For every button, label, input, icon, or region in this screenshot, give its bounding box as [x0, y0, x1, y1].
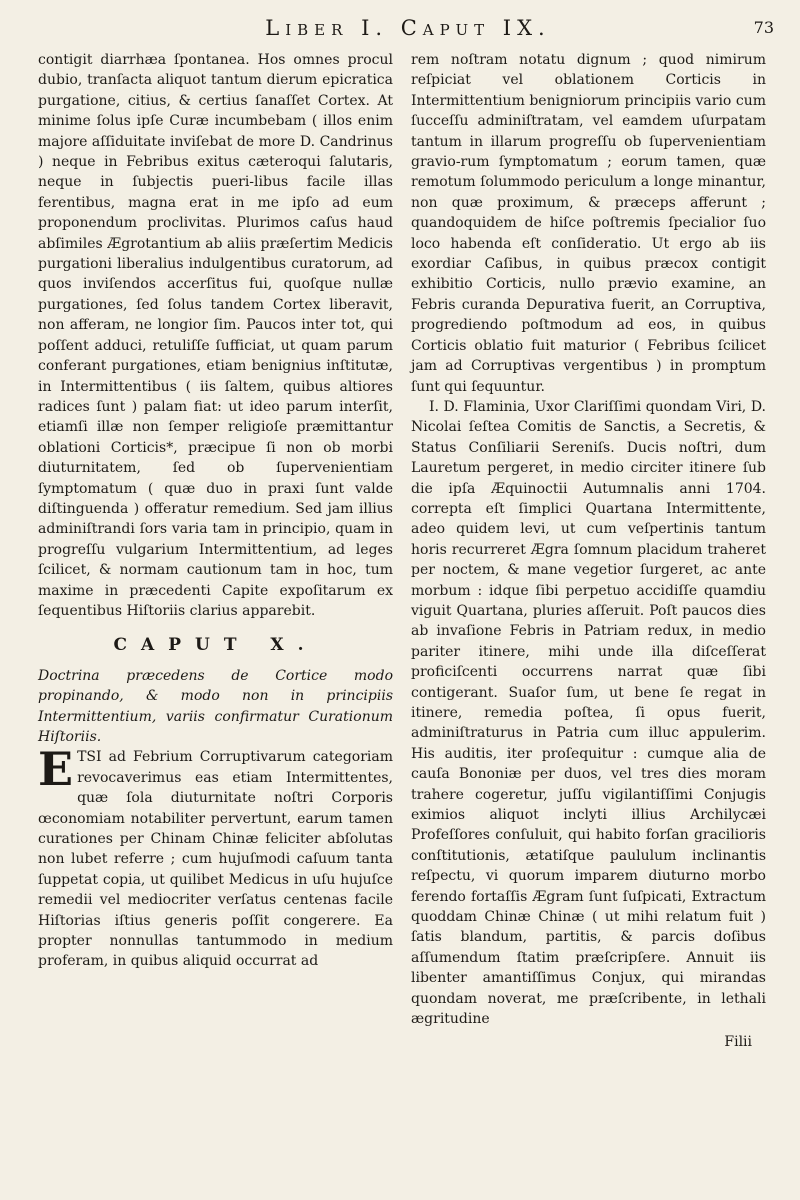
- right-paragraph-1: rem noſtram notatu dignum ; quod nimirum reſpiciat vel oblationem Corticis in Intermittentium benigniorum principiis vario cum ſucceſſu adminiſtratam, vel eamdem uſurpatam tantum in illarum progreſſu ob ſupervenientiam gravio-rum ſymptomatum ; eorum tamen, quæ remotum ſolummodo periculum a longe minantur, non quæ proximum, & præceps afferunt ; quandoquidem de hiſce poſtremis ſpecialior ſuo loco habenda eſt conſideratio. Ut ergo ab iis exordiar Caſibus, in quibus præcox contigit exhibitio Corticis, nullo prævio examine, an Febris curanda Depurativa fuerit, an Corruptiva, progrediendo poſtmodum ad eos, in quibus Corticis oblatio fuit maturior ( Febribus ſcilicet jam ad Corruptivas vergentibus ) in promptum ſunt qui ſequuntur.: [411, 52, 766, 395]
- right-paragraph-2: I. D. Flaminia, Uxor Clariſſimi quondam Viri, D. Nicolai ſeſtea Comitis de Sanctis, a Secretis, & Status Conſiliarii Sereniſs. Ducis noſtri, dum Lauretum pergeret, in medio circiter itinere ſub die ipſa Æquinoctii Autumnalis anni 1704. correpta eſt ſimplici Quartana Intermittente, adeo quidem levi, ut cum veſpertinis tantum horis recurreret Ægra ſomnum placidum traheret per noctem, & mane vegetior ſurgeret, ac ante morbum : idque ſibi perpetuo accidiſſe quamdiu viguit Quartana, pluries aſſeruit. Poſt paucos dies ab invaſione Febris in Patriam redux, in medio pariter itinere, mihi unde illa diſceſſerat proficiſcenti occurrens narrat quæ ſibi contigerant. Suaſor ſum, ut bene ſe regat in itinere, remedia poſtea, ſi opus fuerit, adminiſtraturus in Patria cum illuc appulerim. His auditis, iter proſequitur : cumque alia de cauſa Bononiæ per duos, vel tres dies moram trahere cogeretur, juſſu vigilantiſſimi Conjugis eximios aliquot inclyti illius Archilycæi Profeſſores conſuluit, qui habito forſan gracilioris conſtitutionis, ætatiſque paululum inclinantis reſpectu, vi quorum imparem diuturno morbo ferendo fortaſſis Ægram ſunt ſuſpicati, Extractum quoddam Chinæ Chinæ ( ut mihi relatum fuit ) ſatis blandum, partitis, & parcis doſibus aſſumendum ſtatim præſcripſere. Annuit iis libenter amantiſſimus Conjux, qui mirandas quondam noverat, me præſcribente, in lethali ægritudine: [411, 398, 766, 1028]
- left-column: [38, 50, 393, 972]
- book-page: [38, 10, 778, 1190]
- catchword: Filii: [724, 1033, 752, 1050]
- chapter-summary: Doctrina præcedens de Cortice modo propinando, & modo non in principiis Intermittentium, variis confirmatur Curationum Hiſtoriis.: [38, 667, 393, 745]
- page-number: 73: [753, 18, 774, 37]
- left-paragraph-2-text: TSI ad Febrium Corruptivarum categoriam revocaverimus eas etiam Intermittentes, quæ ſola diuturnitate noſtri Corporis œconomiam notabiliter pervertunt, earum tamen curationes per Chinam Chinæ feliciter abſolutas non lubet referre ; cum hujuſmodi caſuum tanta ſuppetat copia, ut quilibet Medicus in uſu hujuſce remedii vel mediocriter verſatus centenas facile Hiſtorias iſtius generis poſſit congerere. Ea propter nonnullas tantummodo in medium proferam, in quibus aliquid occurrat ad: [38, 749, 393, 970]
- left-paragraph-1: contigit diarrhæa ſpontanea. Hos omnes procul dubio, tranſacta aliquot tantum dierum epicratica purgatione, citius, & certius ſanaſſet Cortex. At minime ſolus ipſe Curæ incumbebam ( illos enim majore aſſiduitate inviſebat de more D. Candrinus ) neque in Febribus exitus cæteroqui ſalutaris, neque in ſubjectis pueri-libus facile illas ferentibus, magna erat in me ipſo ad eum proponendum proclivitas. Plurimos caſus haud abſimiles Ægrotantium ab aliis præſertim Medicis purgationi liberalius indulgentibus curatorum, ad quos inviſendos accerſitus fui, quoſque nullæ purgationes, ſed ſolus tandem Cortex liberavit, non afferam, ne longior ſim. Paucos inter tot, qui poſſent adduci, retuliſſe ſufficiat, ut quam parum conferant purgationes, etiam benignius inſtitutæ, in Intermittentibus ( iis ſaltem, quibus altiores radices ſunt ) palam fiat: ut ideo parum interſit, etiamſi illæ non ſemper religioſe præmittantur oblationi Corticis*, præcipue ſi non ob morbi diuturnitatem, ſed ob ſupervenientiam ſymptomatum ( quæ duo in praxi ſunt valde diſtinguenda ) offeratur remedium. Sed jam illius adminiſtrandi ſors varia tam in principio, quam in progreſſu vulgarium Intermittentium, ad leges ſcilicet, & normam cautionum tam in hoc, tum maxime in præcedenti Capite expoſitarum ex ſequentibus Hiſtoriis clarius apparebit.: [38, 52, 393, 619]
- chapter-heading: CAPUT X.: [113, 635, 318, 656]
- drop-cap: E: [38, 742, 74, 797]
- running-head: [38, 10, 778, 46]
- right-column: [411, 50, 766, 1052]
- running-title: Liber I. Caput IX.: [265, 16, 551, 40]
- left-paragraph-2: [38, 742, 393, 971]
